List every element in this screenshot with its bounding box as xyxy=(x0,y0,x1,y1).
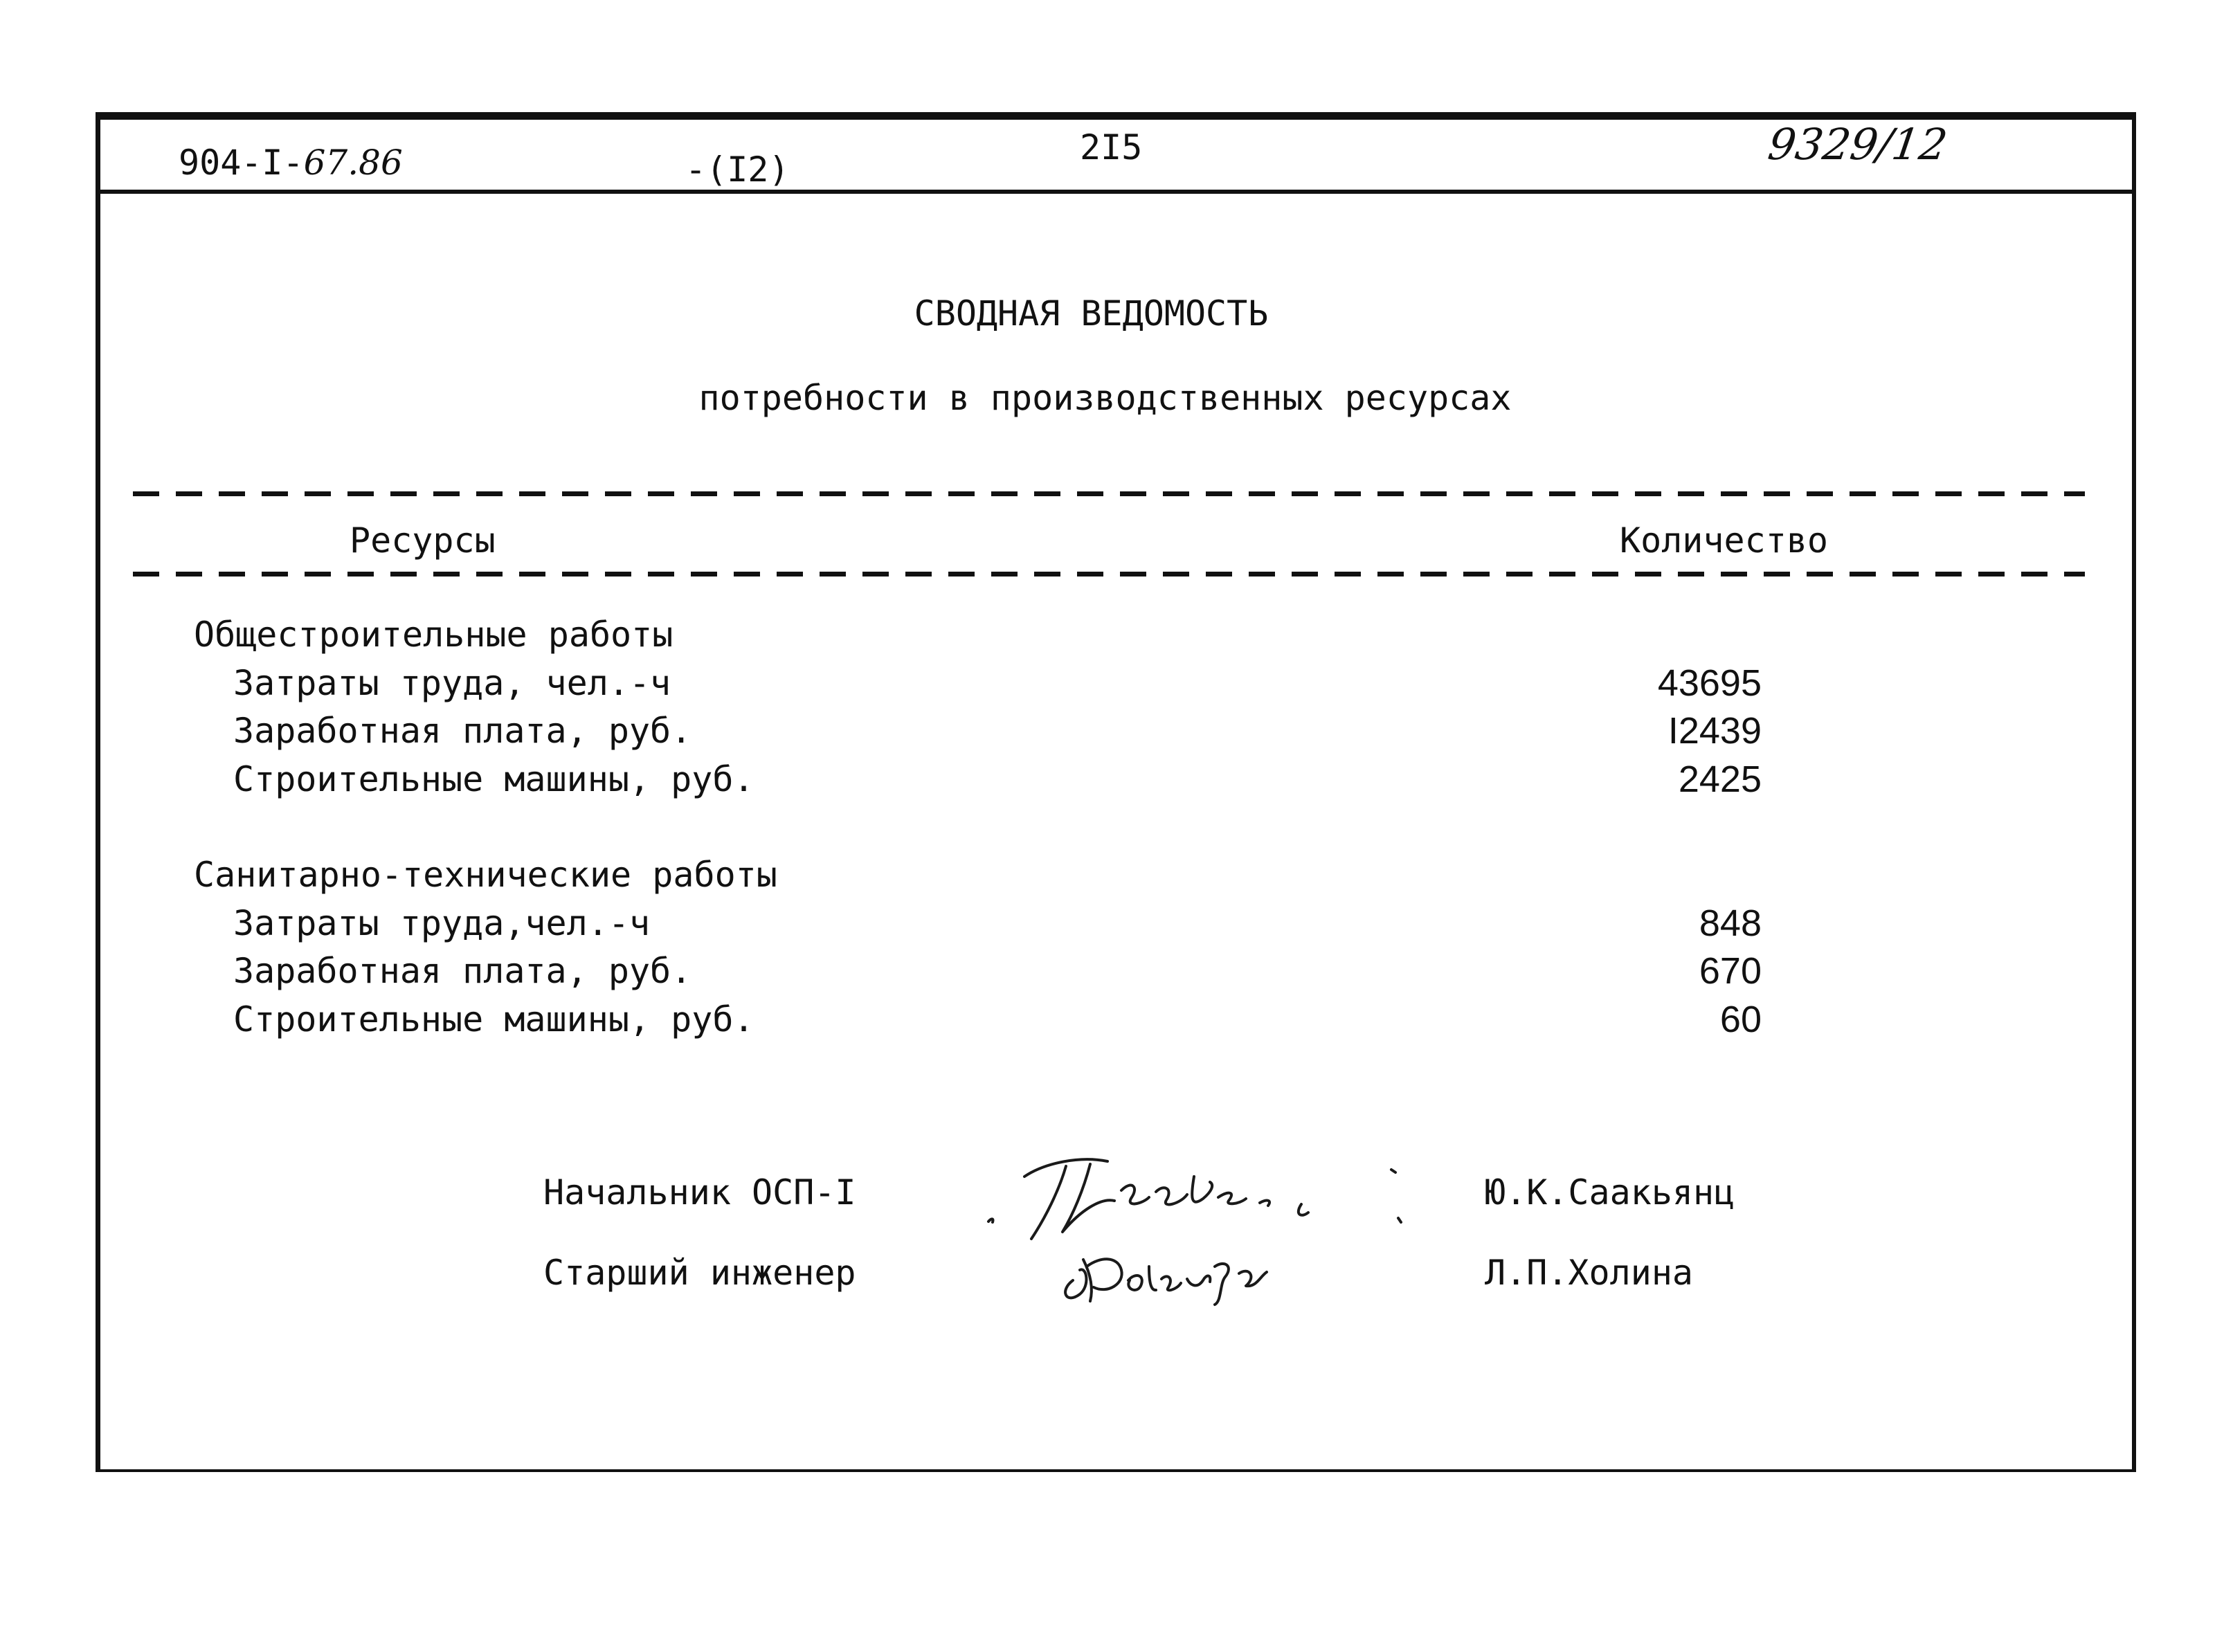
row-label: Строительные машины, руб. xyxy=(233,759,754,799)
row-value: 848 xyxy=(1699,902,1762,944)
row-label: Затраты труда,чел.-ч xyxy=(233,903,651,943)
section-title-general-construction: Общестроительные работы xyxy=(194,615,673,655)
inventory-number: 9329/12 xyxy=(1764,119,1951,170)
signatory-position: Начальник ОСП-I xyxy=(543,1172,856,1213)
signatory-position: Старший инженер xyxy=(543,1253,856,1293)
document-code xyxy=(179,143,403,183)
header-rule xyxy=(100,190,2132,194)
signatory-name: Л.П.Холина xyxy=(1485,1253,1694,1293)
row-value: 2425 xyxy=(1678,759,1762,800)
handwritten-signature-chief xyxy=(983,1149,1426,1253)
column-header-resources: Ресурсы xyxy=(350,520,496,561)
row-value: I2439 xyxy=(1667,710,1762,752)
document-code-handwritten: 67.86 xyxy=(303,143,403,183)
page-number: 2I5 xyxy=(1080,127,1143,167)
handwritten-signature-engineer xyxy=(1052,1239,1287,1308)
document-title: СВОДНАЯ ВЕДОМОСТЬ xyxy=(914,293,1269,334)
column-header-quantity: Количество xyxy=(1620,520,1829,561)
table-top-dashed-rule xyxy=(133,491,2085,496)
sheet-number: -(I2) xyxy=(685,149,790,190)
row-value: 60 xyxy=(1719,999,1762,1040)
row-label: Затраты труда, чел.-ч xyxy=(233,663,671,703)
row-value: 43695 xyxy=(1657,662,1762,704)
document-subtitle: потребности в производственных ресурсах xyxy=(698,378,1512,418)
document-code-printed: 904-I- xyxy=(179,143,304,183)
section-title-sanitary: Санитарно-технические работы xyxy=(194,855,777,895)
row-label: Заработная плата, руб. xyxy=(233,951,692,991)
signatory-name: Ю.К.Саакьянц xyxy=(1485,1172,1735,1213)
row-label: Строительные машины, руб. xyxy=(233,999,754,1040)
table-header-dashed-rule xyxy=(133,572,2085,577)
row-label: Заработная плата, руб. xyxy=(233,711,692,751)
row-value: 670 xyxy=(1699,950,1762,992)
